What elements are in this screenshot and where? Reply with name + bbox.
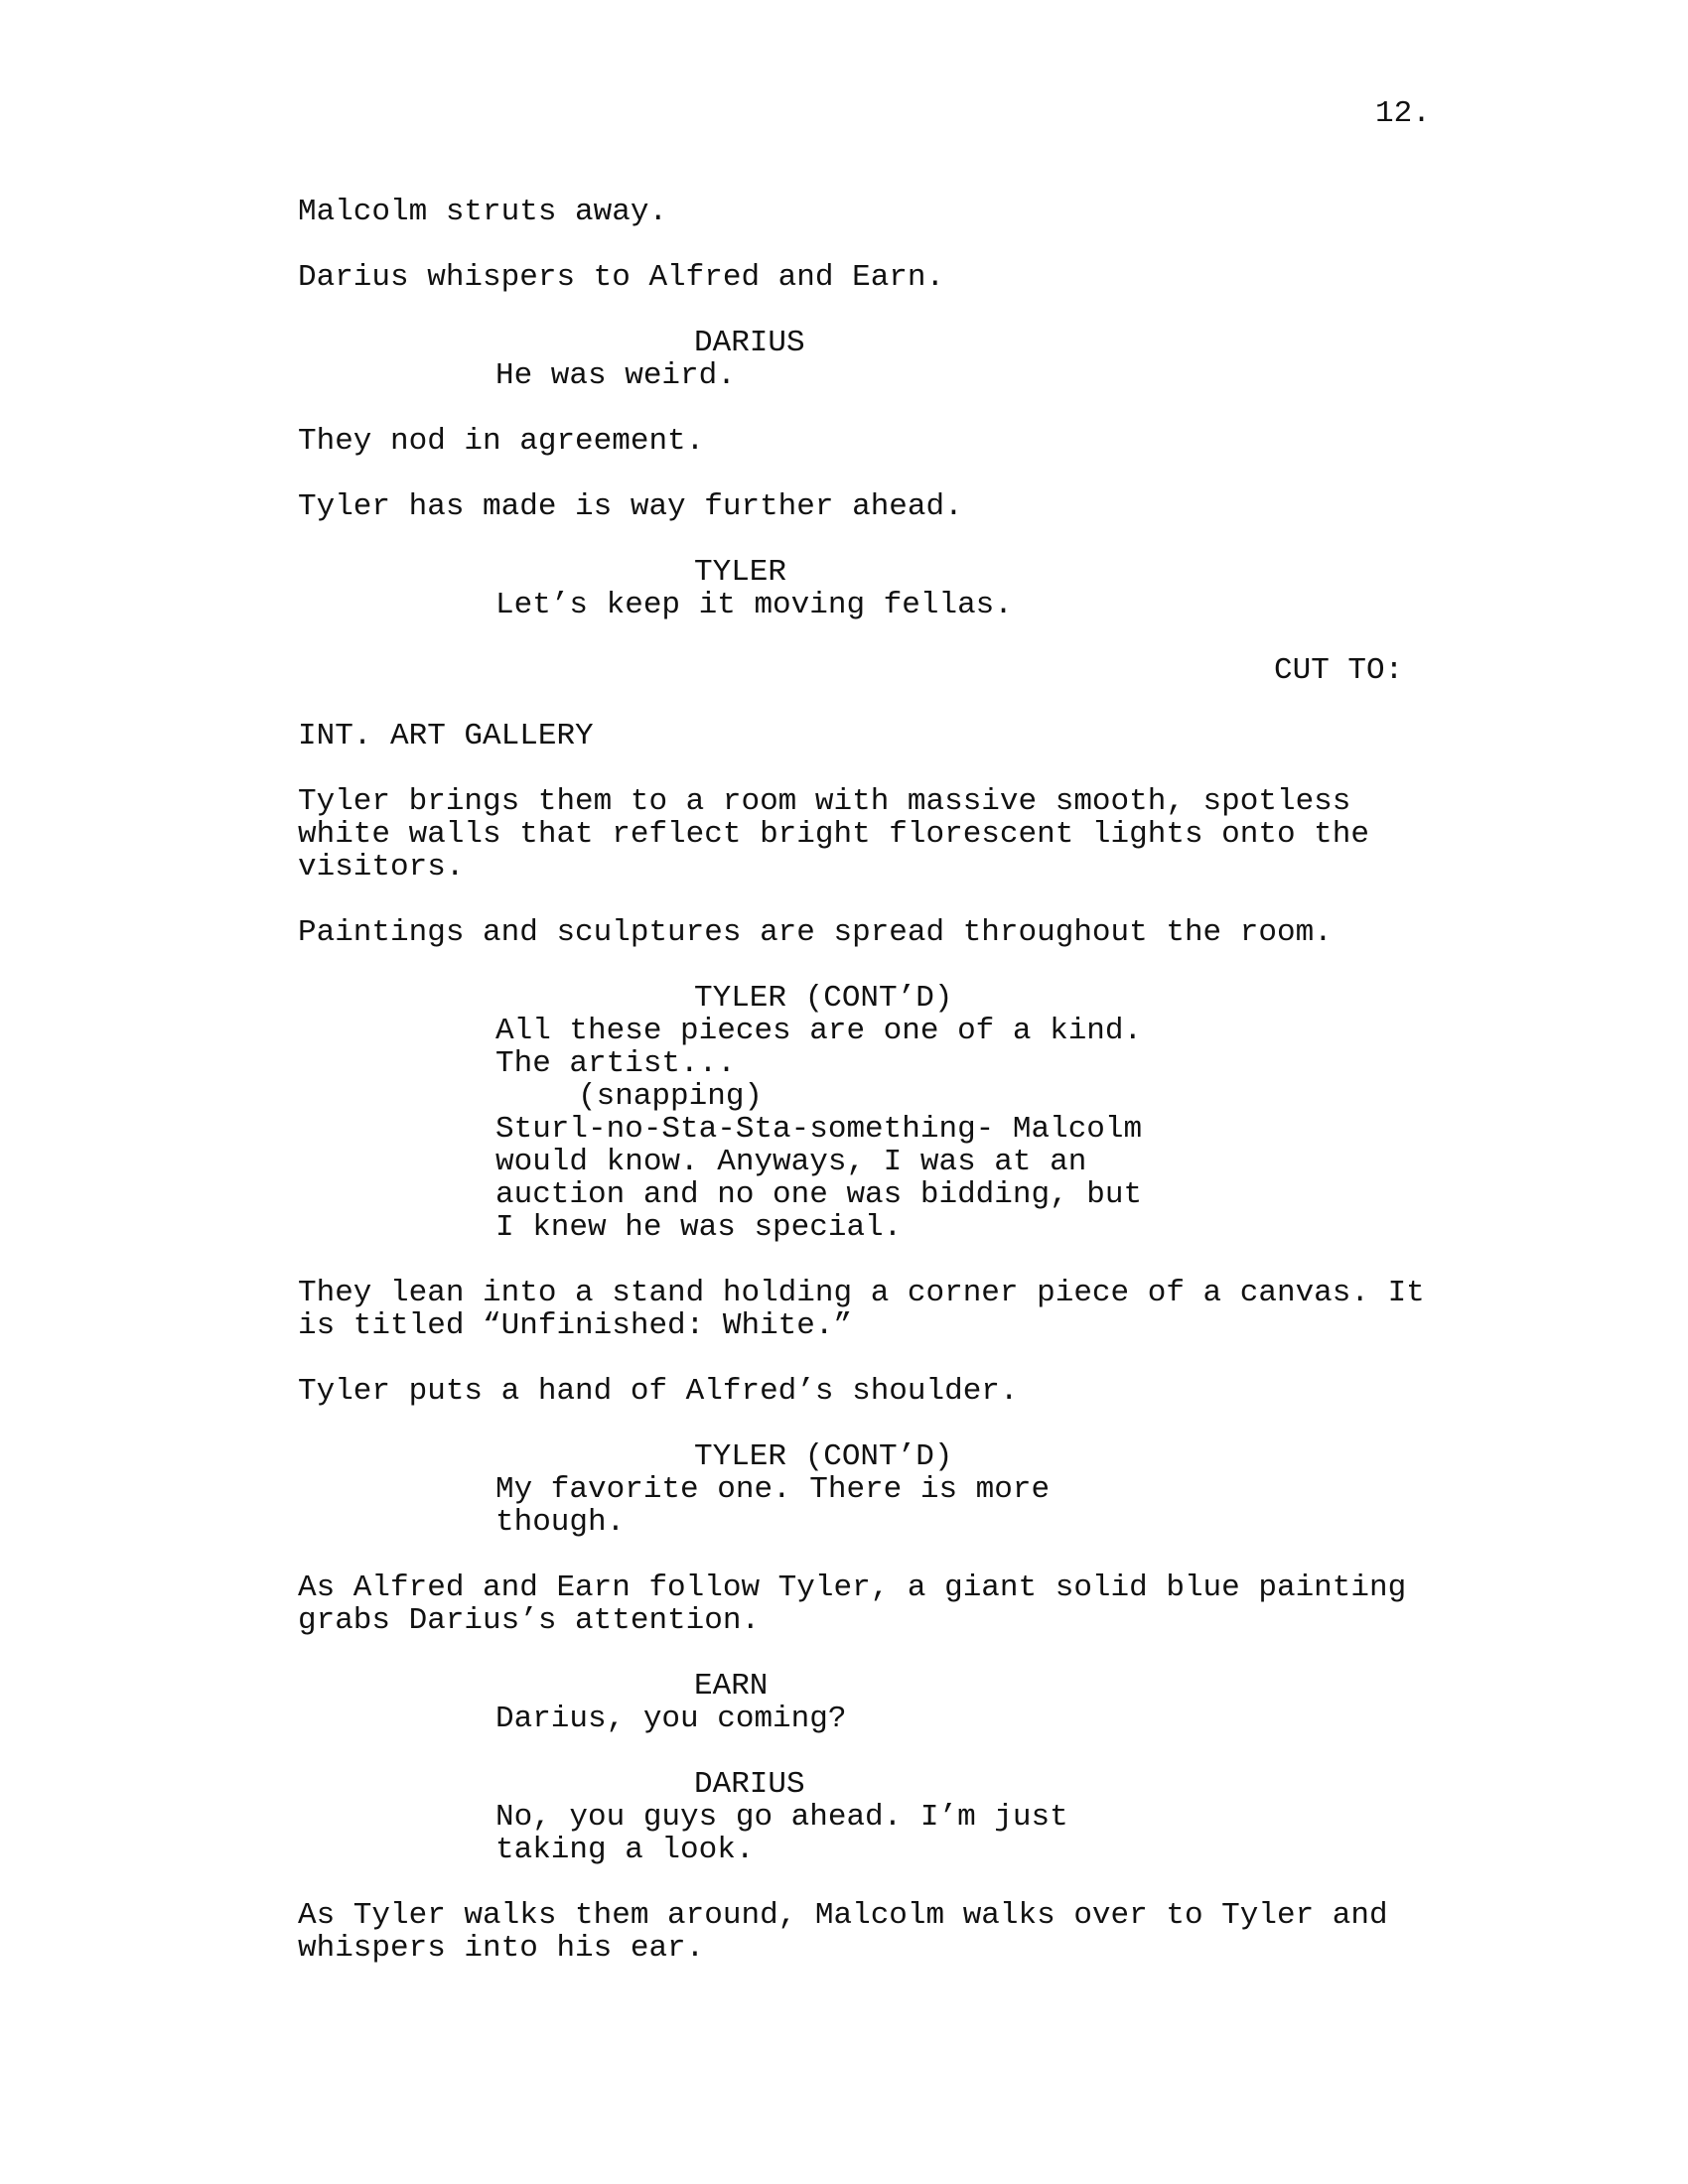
scene-heading: INT. ART GALLERY bbox=[298, 719, 594, 753]
parenthetical: (snapping) bbox=[578, 1079, 764, 1114]
action-line: Tyler puts a hand of Alfred’s shoulder. bbox=[298, 1374, 1019, 1409]
dialogue: He was weird. bbox=[495, 358, 736, 393]
dialogue: My favorite one. There is more though. bbox=[495, 1472, 1051, 1540]
character-cue: TYLER bbox=[694, 555, 787, 590]
action-line: Tyler brings them to a room with massive smooth, spotless white walls that reflect bright florescent lights onto the visitors. bbox=[298, 784, 1369, 885]
action-line: They lean into a stand holding a corner piece of a canvas. It is titled “Unfinished: White.” bbox=[298, 1276, 1425, 1343]
action-line: As Alfred and Earn follow Tyler, a giant solid blue painting grabs Darius’s attention. bbox=[298, 1570, 1407, 1638]
dialogue: All these pieces are one of a kind. The artist... bbox=[495, 1014, 1143, 1081]
transition: CUT TO: bbox=[1274, 653, 1404, 688]
dialogue: No, you guys go ahead. I’m just taking a look. bbox=[495, 1800, 1068, 1867]
action-line: Tyler has made is way further ahead. bbox=[298, 489, 963, 524]
action-line: They nod in agreement. bbox=[298, 424, 705, 459]
action-line: Malcolm struts away. bbox=[298, 195, 668, 229]
dialogue: Sturl-no-Sta-Sta-something- Malcolm would know. Anyways, I was at an auction and no one was bidding, but I knew he was special. bbox=[495, 1112, 1143, 1245]
dialogue: Let’s keep it moving fellas. bbox=[495, 588, 1013, 622]
action-line: Paintings and sculptures are spread throughout the room. bbox=[298, 915, 1333, 950]
character-cue: TYLER (CONT’D) bbox=[694, 981, 953, 1016]
dialogue: Darius, you coming? bbox=[495, 1702, 847, 1736]
character-cue: TYLER (CONT’D) bbox=[694, 1439, 953, 1474]
character-cue: EARN bbox=[694, 1669, 769, 1704]
action-line: As Tyler walks them around, Malcolm walks over to Tyler and whispers into his ear. bbox=[298, 1898, 1388, 1966]
character-cue: DARIUS bbox=[694, 1767, 805, 1802]
action-line: Darius whispers to Alfred and Earn. bbox=[298, 260, 945, 295]
character-cue: DARIUS bbox=[694, 326, 805, 360]
page-number: 12. bbox=[1375, 96, 1431, 131]
